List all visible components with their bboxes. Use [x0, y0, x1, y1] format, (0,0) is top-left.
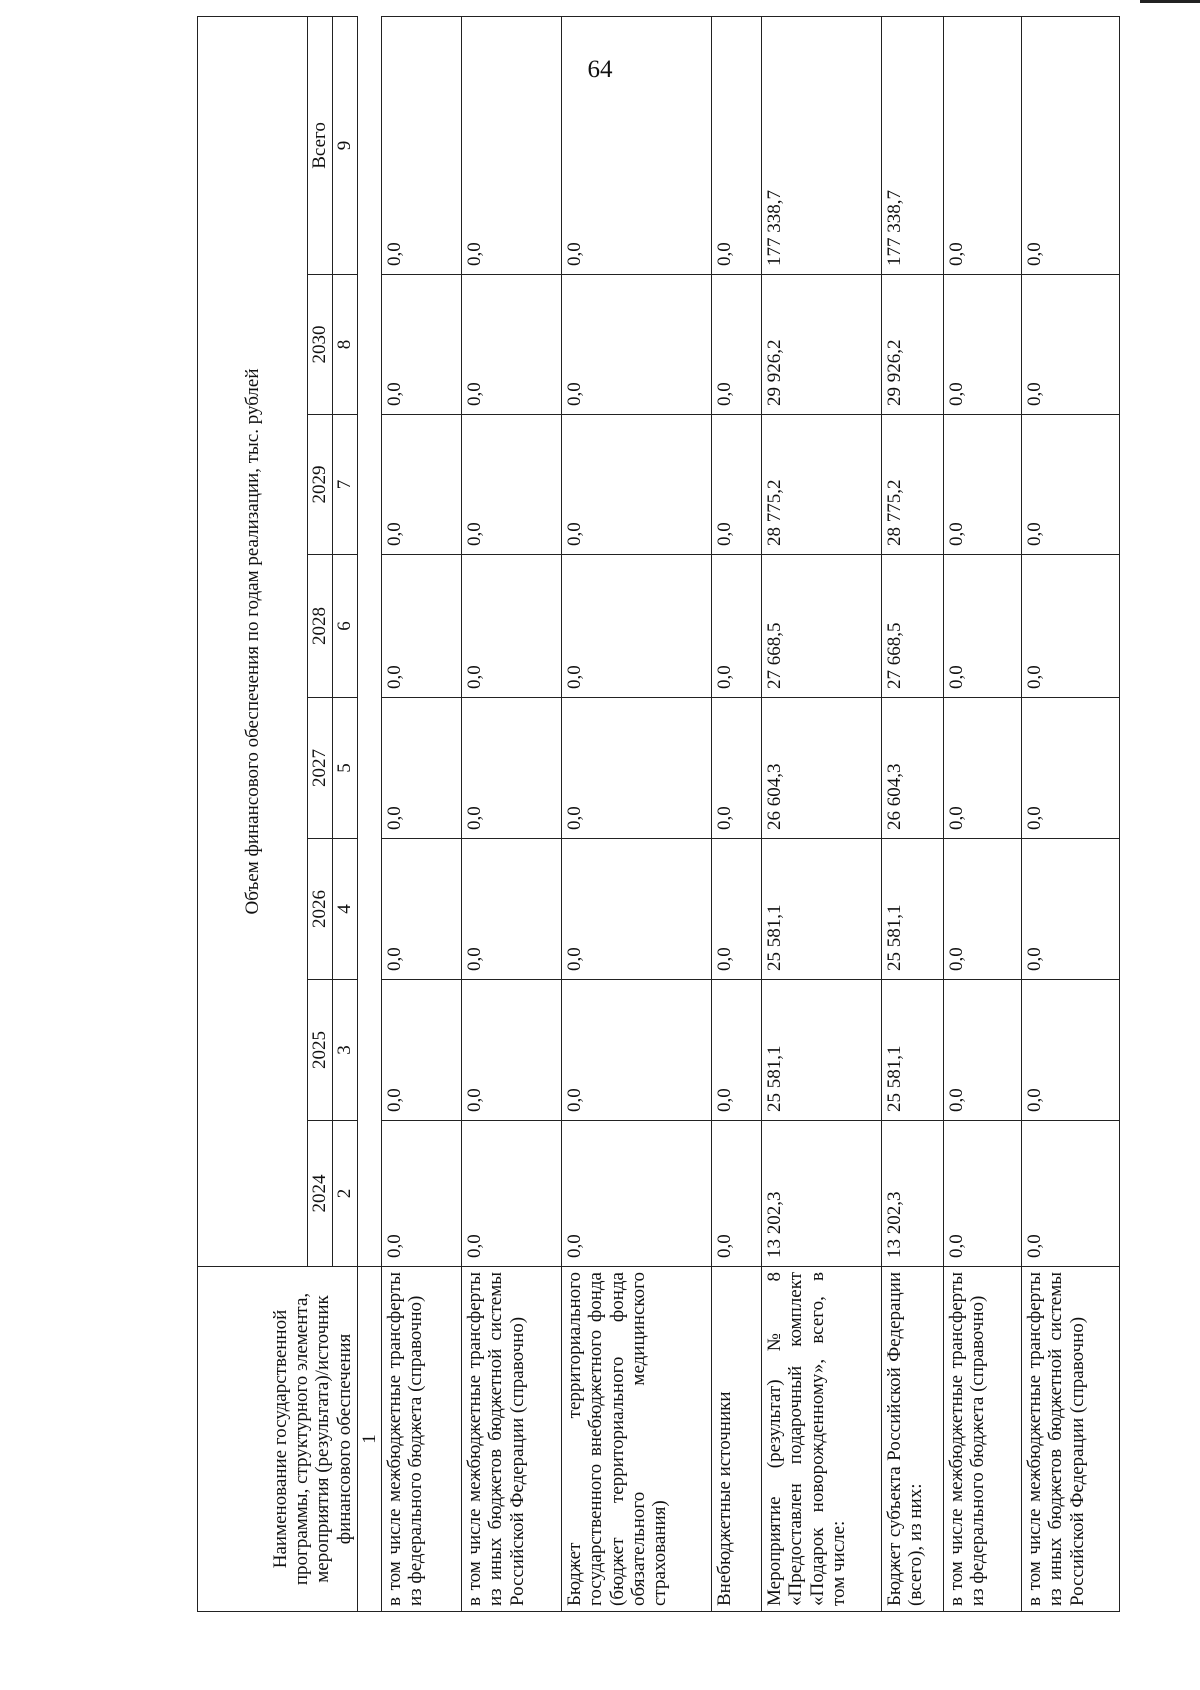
row-value-cell: 0,0 — [712, 698, 762, 839]
row-value-cell: 0,0 — [712, 839, 762, 980]
row-value-cell: 0,0 — [712, 275, 762, 415]
row-value-cell: 0,0 — [562, 415, 712, 555]
row-value-cell: 0,0 — [462, 698, 562, 839]
row-name-cell: в том числе межбюджетные трансферты из федерального бюджета (справочно) — [382, 1267, 462, 1612]
row-value-cell: 0,0 — [462, 555, 562, 698]
header-year-2030: 2030 — [308, 275, 333, 415]
row-value-cell: 27 668,5 — [762, 555, 882, 698]
page-number: 64 — [587, 56, 613, 83]
row-total-cell: 177 338,7 — [882, 16, 944, 274]
row-value-cell: 0,0 — [382, 415, 462, 555]
row-name-cell: Мероприятие (результат) № 8 «Предоставлен подарочный комплект «Подарок новорожденному», всего, в том числе: — [762, 1267, 882, 1612]
row-value-cell: 29 926,2 — [882, 275, 944, 415]
header-index-9: 9 — [333, 16, 358, 274]
row-value-cell: 0,0 — [712, 555, 762, 698]
table-row — [562, 16, 712, 1611]
row-value-cell: 0,0 — [562, 1121, 712, 1267]
header-index-5: 5 — [333, 698, 358, 839]
row-value-cell: 0,0 — [562, 980, 712, 1121]
row-name-cell: в том числе межбюджетные трансферты из иных бюджетов бюджетной системы Российской Федерации (справочно) — [1022, 1267, 1120, 1612]
row-value-cell: 25 581,1 — [762, 980, 882, 1121]
table-row — [462, 16, 562, 1611]
row-value-cell: 25 581,1 — [882, 980, 944, 1121]
row-value-cell: 0,0 — [1022, 698, 1120, 839]
row-value-cell: 0,0 — [944, 980, 1022, 1121]
row-value-cell: 0,0 — [712, 1121, 762, 1267]
header-index-1: 1 — [358, 1267, 382, 1612]
table-body — [382, 16, 1120, 1611]
row-value-cell: 0,0 — [712, 415, 762, 555]
row-value-cell: 0,0 — [382, 839, 462, 980]
row-total-cell: 0,0 — [562, 16, 712, 274]
financing-table — [197, 16, 1120, 1612]
row-name-cell: Внебюджетные источники — [712, 1267, 762, 1612]
row-value-cell: 0,0 — [462, 275, 562, 415]
row-value-cell: 0,0 — [944, 698, 1022, 839]
row-total-cell: 0,0 — [1022, 16, 1120, 274]
row-value-cell: 0,0 — [382, 698, 462, 839]
row-value-cell: 13 202,3 — [882, 1121, 944, 1267]
row-value-cell: 0,0 — [712, 980, 762, 1121]
header-year-2026: 2026 — [308, 839, 333, 980]
row-value-cell: 0,0 — [382, 555, 462, 698]
row-value-cell: 0,0 — [562, 698, 712, 839]
row-value-cell: 0,0 — [382, 980, 462, 1121]
row-value-cell: 0,0 — [1022, 555, 1120, 698]
rotated-table-container — [197, 117, 1097, 1612]
row-value-cell: 0,0 — [1022, 415, 1120, 555]
row-name-cell: Бюджет территориального государственного внебюджетного фонда (бюджет территориального фонда обязательного медицинского страхования) — [562, 1267, 712, 1612]
header-index-7: 7 — [333, 415, 358, 555]
row-value-cell: 25 581,1 — [882, 839, 944, 980]
row-value-cell: 26 604,3 — [882, 698, 944, 839]
row-value-cell: 0,0 — [562, 839, 712, 980]
row-total-cell: 0,0 — [382, 16, 462, 274]
row-value-cell: 0,0 — [382, 1121, 462, 1267]
row-value-cell: 0,0 — [1022, 275, 1120, 415]
row-value-cell: 26 604,3 — [762, 698, 882, 839]
row-value-cell: 0,0 — [462, 980, 562, 1121]
header-year-2028: 2028 — [308, 555, 333, 698]
header-total: Всего — [308, 16, 333, 274]
row-value-cell: 0,0 — [1022, 839, 1120, 980]
row-value-cell: 0,0 — [382, 275, 462, 415]
header-index-3: 3 — [333, 980, 358, 1121]
row-value-cell: 13 202,3 — [762, 1121, 882, 1267]
header-index-8: 8 — [333, 275, 358, 415]
row-name-cell: в том числе межбюджетные трансферты из иных бюджетов бюджетной системы Российской Федерации (справочно) — [462, 1267, 562, 1612]
table-row — [712, 16, 762, 1611]
scan-edge-mark — [1140, 0, 1200, 3]
row-total-cell: 177 338,7 — [762, 16, 882, 274]
row-value-cell: 28 775,2 — [882, 415, 944, 555]
row-name-cell: Бюджет субъекта Российской Федерации (всего), из них: — [882, 1267, 944, 1612]
header-year-2027: 2027 — [308, 698, 333, 839]
row-total-cell: 0,0 — [462, 16, 562, 274]
header-year-2025: 2025 — [308, 980, 333, 1121]
table-row — [1022, 16, 1120, 1611]
row-value-cell: 27 668,5 — [882, 555, 944, 698]
row-value-cell: 0,0 — [562, 275, 712, 415]
row-value-cell: 0,0 — [562, 555, 712, 698]
row-value-cell: 25 581,1 — [762, 839, 882, 980]
header-index-2: 2 — [333, 1121, 358, 1267]
row-value-cell: 0,0 — [944, 275, 1022, 415]
header-index-4: 4 — [333, 839, 358, 980]
row-value-cell: 0,0 — [944, 555, 1022, 698]
row-value-cell: 0,0 — [1022, 1121, 1120, 1267]
row-value-cell: 29 926,2 — [762, 275, 882, 415]
table-row — [944, 16, 1022, 1611]
header-year-2024: 2024 — [308, 1121, 333, 1267]
row-total-cell: 0,0 — [712, 16, 762, 274]
row-value-cell: 0,0 — [944, 415, 1022, 555]
table-row — [382, 16, 462, 1611]
row-value-cell: 0,0 — [462, 839, 562, 980]
header-index-6: 6 — [333, 555, 358, 698]
row-total-cell: 0,0 — [944, 16, 1022, 274]
table-row — [762, 16, 882, 1611]
header-volume-title: Объем финансового обеспечения по годам реализации, тыс. рублей — [198, 16, 308, 1266]
row-value-cell: 0,0 — [462, 415, 562, 555]
table-row — [882, 16, 944, 1611]
row-value-cell: 0,0 — [1022, 980, 1120, 1121]
header-year-2029: 2029 — [308, 415, 333, 555]
row-value-cell: 28 775,2 — [762, 415, 882, 555]
row-value-cell: 0,0 — [944, 839, 1022, 980]
row-value-cell: 0,0 — [462, 1121, 562, 1267]
row-value-cell: 0,0 — [944, 1121, 1022, 1267]
header-name-column: Наименование государственной программы, структурного элемента, мероприятия (результата)/источник финансового обеспечения — [198, 1267, 358, 1612]
row-name-cell: в том числе межбюджетные трансферты из федерального бюджета (справочно) — [944, 1267, 1022, 1612]
